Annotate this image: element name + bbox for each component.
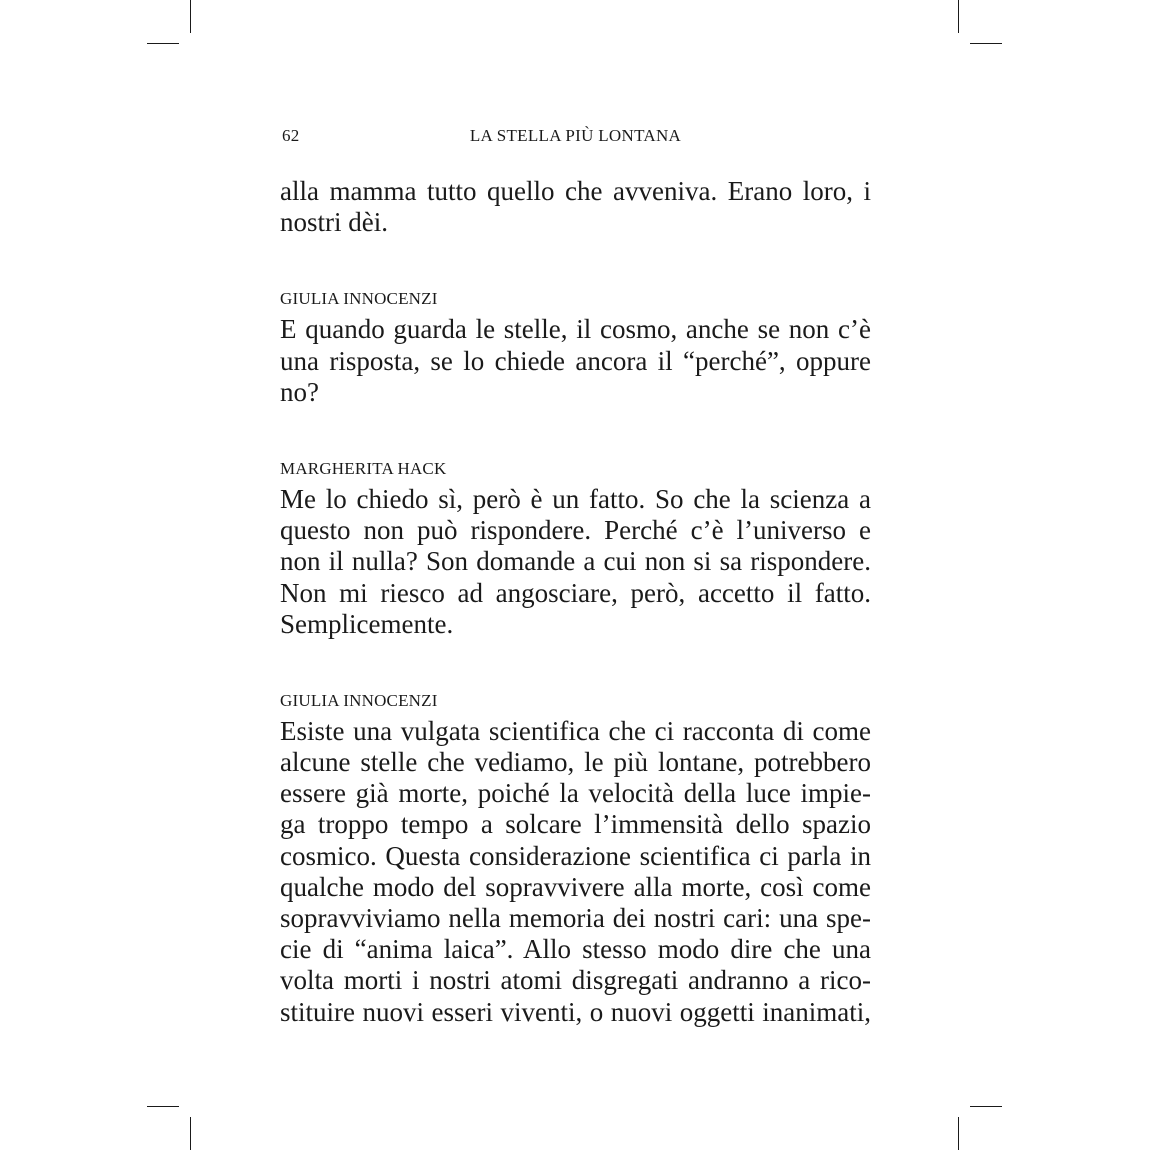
crop-mark-bottom-right-vertical (958, 1117, 959, 1150)
opening-paragraph (280, 176, 871, 238)
text-line: E quando guarda le stelle, il cosmo, anche se non c’è (280, 314, 871, 345)
text-line: una risposta, se lo chiede ancora il “perché”, oppure (280, 345, 871, 376)
book-title: LA STELLA PIÙ LONTANA (469, 126, 682, 145)
text-line: Semplicemente. (280, 608, 454, 639)
speech-paragraph (280, 716, 871, 1028)
text-line: nostri dèi. (280, 207, 388, 238)
text-block (280, 176, 871, 1028)
text-line: Non mi riesco ad angosciare, però, accetto il fatto. (280, 577, 871, 608)
speaker-name: GIULIA INNOCENZI (280, 289, 438, 309)
text-line: alla mamma tutto quello che avveniva. Erano loro, i (280, 176, 871, 206)
text-line: stituire nuovi esseri viventi, o nuovi oggetti inanimati, (280, 996, 871, 1027)
crop-mark-top-left-vertical (190, 0, 191, 33)
text-line: questo non può rispondere. Perché c’è l’universo e (280, 515, 871, 546)
crop-mark-top-left-horizontal (147, 43, 179, 44)
page-number: 62 (282, 126, 300, 145)
text-line: alcune stelle che vediamo, le più lontane, potrebbero (280, 747, 871, 778)
speaker-name: MARGHERITA HACK (280, 458, 447, 478)
text-line: ga troppo tempo a solcare l’immensità dello spazio (280, 809, 871, 840)
crop-mark-bottom-right-horizontal (970, 1106, 1002, 1107)
speech-paragraph (280, 484, 871, 640)
crop-mark-bottom-left-horizontal (147, 1106, 179, 1107)
text-line: qualche modo del sopravvivere alla morte, così come (280, 871, 871, 902)
text-line: cosmico. Questa considerazione scientifica ci parla in (280, 840, 871, 871)
crop-mark-top-right-horizontal (970, 43, 1002, 44)
text-line: cie di “anima laica”. Allo stesso modo dire che una (280, 934, 871, 965)
text-line: no? (280, 376, 319, 407)
text-line: non il nulla? Son domande a cui non si sa rispondere. (280, 546, 871, 577)
speech-paragraph (280, 314, 871, 408)
text-line: Me lo chiedo sì, però è un fatto. So che la scienza a (280, 483, 871, 514)
crop-mark-top-right-vertical (958, 0, 959, 33)
text-line: essere già morte, poiché la velocità della luce impie- (280, 778, 871, 809)
text-line: sopravviviamo nella memoria dei nostri cari: una spe- (280, 903, 871, 933)
running-head (280, 126, 871, 150)
crop-mark-bottom-left-vertical (190, 1117, 191, 1150)
text-line: volta morti i nostri atomi disgregati andranno a rico- (280, 965, 871, 996)
text-line: Esiste una vulgata scientifica che ci racconta di come (280, 715, 871, 746)
speaker-name: GIULIA INNOCENZI (280, 690, 438, 710)
